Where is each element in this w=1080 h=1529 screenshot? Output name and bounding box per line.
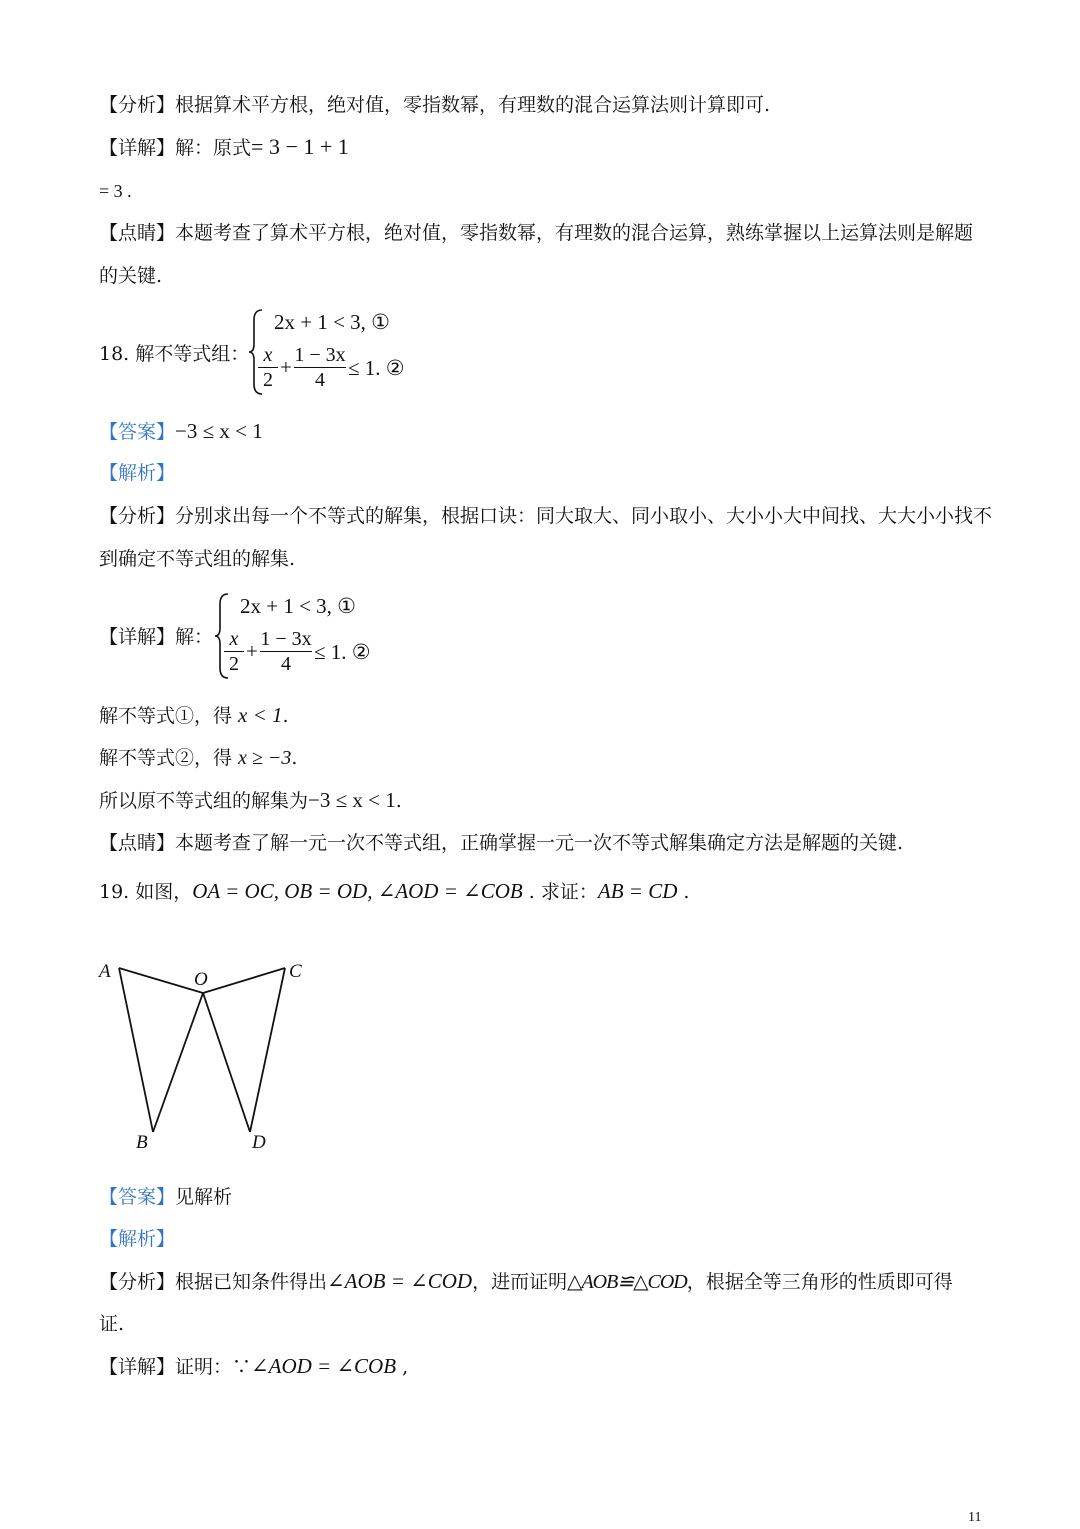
numerator: 1 − 3x (260, 628, 312, 650)
angle-expression: ∠AOB = ∠COD (327, 1269, 473, 1293)
denominator: 4 (281, 653, 291, 675)
step-text: 解不等式②，得 (99, 747, 239, 769)
point-label-o: O (194, 969, 208, 990)
step-text: 解不等式①，得 (99, 705, 239, 727)
section-tag: 【分析】 (99, 505, 176, 527)
analysis-line (99, 92, 770, 118)
section-tag: 【详解】 (99, 137, 176, 159)
solution-tag: 【解析】 (99, 1228, 176, 1250)
answer-expression: −3 ≤ x < 1 (175, 419, 263, 443)
fraction-x-over-2 (224, 628, 244, 675)
congruence-expression: △AOB≌△COD (567, 1271, 687, 1293)
analysis-text: 根据已知条件得出 (175, 1271, 328, 1293)
section-tag: 【分析】 (99, 1271, 176, 1293)
analysis-line-cont: 到确定不等式组的解集. (99, 548, 296, 570)
denominator: 4 (315, 369, 325, 391)
question-19 (99, 878, 689, 905)
analysis-line (99, 1268, 953, 1295)
question-18-label: 18. 解不等式组： (99, 343, 250, 365)
section-tag: 【分析】 (99, 94, 176, 116)
section-tag: 【点睛】 (99, 222, 176, 244)
numerator: 1 − 3x (294, 344, 346, 366)
detail-18-label: 【详解】解： (99, 626, 214, 648)
figure-lines (119, 968, 285, 1132)
step-text: 所以原不等式组的解集为 (99, 790, 309, 812)
solve-step-3 (99, 787, 402, 814)
answer-line (99, 1184, 232, 1210)
answer-line (99, 418, 263, 445)
analysis-line-cont: 证. (99, 1313, 125, 1335)
answer-tag: 【答案】 (99, 421, 176, 443)
answer-text: 见解析 (175, 1186, 233, 1208)
point-label-c: C (289, 961, 302, 982)
section-tag: 【点睛】 (99, 832, 176, 854)
result-line: = 3 . (99, 181, 132, 201)
detail-end: , (396, 1356, 409, 1378)
analysis-text-mid: ，进而证明 (472, 1271, 568, 1293)
plus-sign: + (246, 639, 258, 663)
step-expression: −3 ≤ x < 1 (308, 788, 396, 812)
comment-text: 本题考查了解一元一次不等式组，正确掌握一元一次不等式解集确定方法是解题的关键. (175, 832, 904, 854)
analysis-text-post: ，根据全等三角形的性质即可得 (686, 1271, 953, 1293)
step-end: . (282, 705, 289, 727)
plus-sign: + (280, 355, 292, 379)
inequality-2-tail: ≤ 1. ② (348, 356, 405, 380)
step-expression: x ≥ −3 (238, 747, 292, 769)
question-end: . (677, 881, 690, 903)
step-expression: x < 1 (238, 703, 283, 727)
fraction-1-3x-over-4 (294, 344, 346, 391)
comment-line (99, 220, 973, 246)
detail-text: 解：原式 (175, 137, 252, 159)
comment-text: 本题考查了算术平方根，绝对值，零指数幂，有理数的混合运算，熟练掌握以上运算法则是解题 (175, 222, 974, 244)
prove-goal: AB = CD (597, 879, 678, 903)
denominator: 2 (263, 369, 273, 391)
answer-tag: 【答案】 (99, 1186, 176, 1208)
question-label: 19. 如图， (99, 881, 193, 903)
detail-line (99, 1353, 408, 1380)
section-tag: 【详解】 (99, 1356, 176, 1378)
point-label-b: B (136, 1132, 148, 1153)
solve-step-1 (99, 702, 289, 729)
numerator: x (263, 344, 273, 366)
detail-expression: = 3 − 1 + 1 (251, 134, 349, 159)
analysis-text: 分别求出每一个不等式的解集，根据口诀：同大取大、同小取小、大小小大中间找、大大小小找不 (175, 505, 993, 527)
fraction-1-3x-over-4 (260, 628, 312, 675)
point-label-d: D (252, 1132, 266, 1153)
point-label-a: A (99, 961, 111, 982)
comment-line (99, 830, 903, 856)
solve-step-2 (99, 745, 297, 771)
denominator: 2 (229, 653, 239, 675)
prove-label: . 求证： (522, 881, 598, 903)
numerator: x (229, 628, 239, 650)
detail-text: 证明：∵ (175, 1356, 252, 1378)
inequality-1: 2x + 1 < 3, ① (240, 594, 357, 618)
inequality-1: 2x + 1 < 3, ① (274, 310, 391, 334)
comment-line-cont: 的关键. (99, 265, 163, 287)
page-number: 11 (968, 1510, 982, 1525)
solution-tag: 【解析】 (99, 462, 176, 484)
detail-line (99, 134, 349, 161)
step-end: . (395, 790, 402, 812)
inequality-2-tail: ≤ 1. ② (314, 640, 371, 664)
analysis-text: 根据算术平方根，绝对值，零指数幂，有理数的混合运算法则计算即可. (175, 94, 771, 116)
fraction-x-over-2 (258, 344, 278, 391)
geometry-figure (90, 950, 330, 1160)
analysis-line (99, 503, 992, 529)
angle-expression: ∠AOD = ∠COB (251, 1354, 397, 1378)
given-conditions: OA = OC, OB = OD, ∠AOD = ∠COB (192, 879, 523, 903)
step-end: . (291, 747, 298, 769)
